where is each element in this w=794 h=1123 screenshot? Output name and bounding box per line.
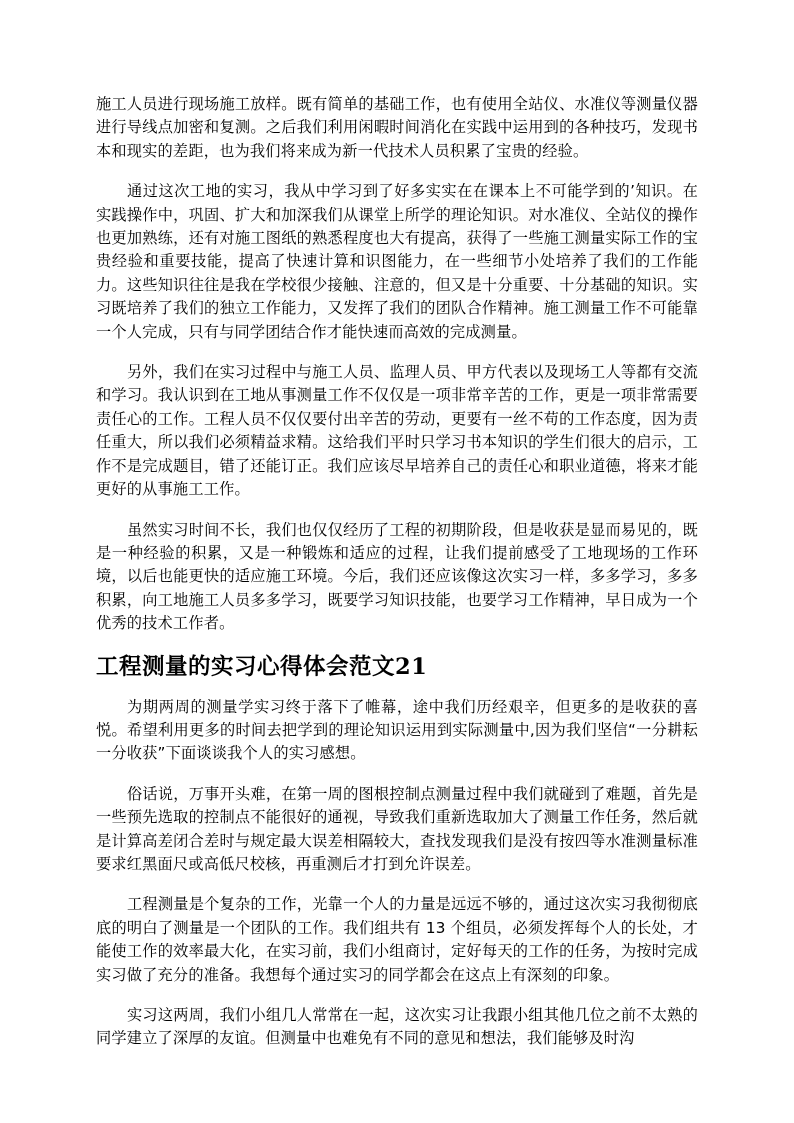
- paragraph: 施工人员进行现场施工放样。既有简单的基础工作，也有使用全站仪、水准仪等测量仪器进行导线点加密和复测。之后我们利用闲暇时间消化在实践中运用到的各种技巧，发现书本和现实的差距，也为我们将来成为新一代技术人员积累了宝贵的经验。: [96, 95, 698, 160]
- paragraph: 另外，我们在实习过程中与施工人员、监理人员、甲方代表以及现场工人等都有交流和学习。我认识到在工地从事测量工作不仅仅是一项非常辛苦的工作，更是一项非常需要责任心的工作。工程人员不仅仅要付出辛苦的劳动，更要有一丝不苟的工作态度，因为责任重大，所以我们必须精益求精。这给我们平时只学习书本知识的学生们很大的启示，工作不是完成题目，错了还能订正。我们应该尽早培养自己的责任心和职业道德，将来才能更好的从事施工工作。: [96, 363, 698, 499]
- paragraph: 为期两周的测量学实习终于落下了帷幕，途中我们历经艰辛，但更多的是收获的喜悦。希望利用更多的时间去把学到的理论知识运用到实际测量中,因为我们坚信“一分耕耘一分收获”下面谈谈我个人的实习感想。: [96, 697, 698, 763]
- section-heading: 工程测量的实习心得体会范文21: [96, 653, 428, 680]
- paragraph: 工程测量是个复杂的工作，光靠一个人的力量是远远不够的，通过这次实习我彻彻底底的明白了测量是一个团队的工作。我们组共有 13 个组员，必须发挥每个人的长处，才能使工作的效率最大化，在实习前，我们小组商讨，定好每天的工作的任务，为按时完成实习做了充分的准备。我想每个通过实习的同学都会在这点上有深刻的印象。: [96, 895, 698, 984]
- document-page: [96, 93, 698, 1051]
- paragraph: 虽然实习时间不长，我们也仅仅经历了工程的初期阶段，但是收获是显而易见的，既是一种经验的积累，又是一种锻炼和适应的过程，让我们提前感受了工地现场的工作环境，以后也能更快的适应施工环境。今后，我们还应该像这次实习一样，多多学习，多多积累，向工地施工人员多多学习，既要学习知识技能，也要学习工作精神，早日成为一个优秀的技术工作者。: [96, 520, 698, 633]
- paragraph: 实习这两周，我们小组几人常常在一起，这次实习让我跟小组其他几位之前不太熟的同学建立了深厚的友谊。但测量中也难免有不同的意见和想法，我们能够及时沟: [96, 1006, 698, 1048]
- paragraph: 俗话说，万事开头难，在第一周的图根控制点测量过程中我们就碰到了难题，首先是一些预先选取的控制点不能很好的通视，导致我们重新选取加大了测量工作任务，然后就是计算高差闭合差时与规定最大误差相隔较大，查找发现我们是没有按四等水准测量标准要求红黑面尺或高低尺校核，再重测后才打到允许误差。: [96, 784, 698, 873]
- paragraph: 通过这次工地的实习，我从中学习到了好多实实在在课本上不可能学到的’知识。在实践操作中，巩固、扩大和加深我们从课堂上所学的理论知识。对水准仪、全站仪的操作也更加熟练，还有对施工图纸的熟悉程度也大有提高，获得了一些施工测量实际工作的宝贵经验和重要技能，提高了快速计算和识图能力，在一些细节小处培养了我们的工作能力。这些知识往往是我在学校很少接触、注意的，但又是十分重要、十分基础的知识。实习既培养了我们的独立工作能力，又发挥了我们的团队合作精神。施工测量工作不可能靠一个人完成，只有与同学团结合作才能快速而高效的完成测量。: [96, 182, 698, 341]
